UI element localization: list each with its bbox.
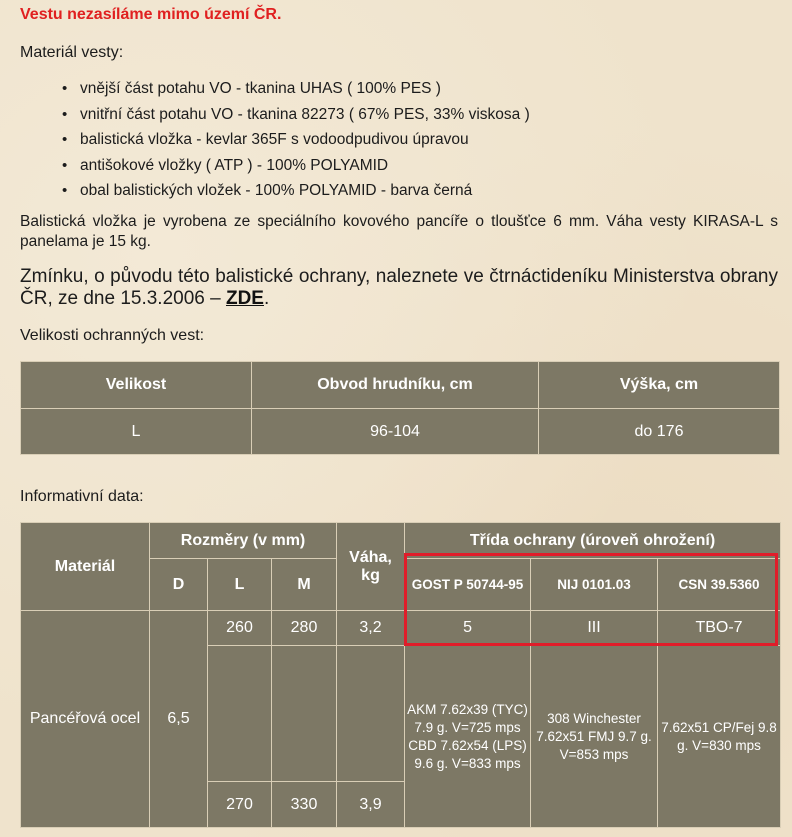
csn-threat-cell: 7.62x51 CP/Fej 9.8 g. V=830 mps [658,646,781,828]
csn-header: CSN 39.5360 [658,559,781,611]
thickness-cell: 6,5 [150,611,208,828]
zde-link[interactable]: ZDE [225,288,264,309]
chest-cell: 96-104 [252,409,539,455]
material-header: Materiál [21,523,150,611]
material-cell: Pancéřová ocel [21,611,150,828]
width-cell: 280 [272,611,337,646]
empty-cell [272,646,337,782]
origin-text: Zmínku, o původu této balistické ochrany, naleznete ve čtrnáctideníku Ministerstva obrany ČR, ze dne 15.3.2006 – [20,266,778,309]
ballistic-paragraph: Balistická vložka je vyrobena ze speciálního kovového pancíře o tloušťce 6 mm. Váha vesty KIRASA-L s panelama je 15 kg. [20,213,778,250]
sizes-heading: Velikosti ochranných vest: [20,327,205,344]
list-item: • obal balistických vložek - 100% POLYAMID - barva černá [62,178,530,204]
empty-cell [208,646,272,782]
width-cell: 330 [272,782,337,828]
dim-d-header: D [150,559,208,611]
materials-list [62,76,530,204]
chest-header: Obvod hrudníku, cm [252,362,539,409]
sizes-table [20,361,780,455]
dimensions-header: Rozměry (v mm) [150,523,337,559]
origin-paragraph: Zmínku, o původu této balistické ochrany, naleznete ve čtrnáctideníku Ministerstva obrany ČR, ze dne 15.3.2006 – ZDE. [20,266,778,309]
empty-cell [337,646,405,782]
gost-header: GOST P 50744-95 [405,559,531,611]
gost-threat-cell: AKM 7.62x39 (TYC) 7.9 g. V=725 mps CBD 7.62x54 (LPS) 9.6 g. V=833 mps [405,646,531,828]
highlight-frame [404,553,778,646]
list-item: • balistická vložka - kevlar 365F s vodoodpudivou úpravou [62,127,530,153]
weight-cell: 3,9 [337,782,405,828]
info-heading: Informativní data: [20,488,144,505]
nij-threat-cell: 308 Winchester 7.62x51 FMJ 9.7 g. V=853 mps [531,646,658,828]
shipping-notice: Vestu nezasíláme mimo území ČR. [20,6,282,23]
dim-m-header: M [272,559,337,611]
table-row [21,409,780,455]
size-header: Velikost [21,362,252,409]
size-cell: L [21,409,252,455]
gost-level-cell: 5 [405,611,531,646]
weight-header: Váha, kg [337,523,405,611]
list-item: • vnější část potahu VO - tkanina UHAS ( 100% PES ) [62,76,530,102]
nij-level-cell: III [531,611,658,646]
material-heading: Materiál vesty: [20,44,124,61]
nij-header: NIJ 0101.03 [531,559,658,611]
height-header: Výška, cm [539,362,780,409]
length-cell: 260 [208,611,272,646]
list-item: • vnitřní část potahu VO - tkanina 82273 ( 67% PES, 33% viskosa ) [62,102,530,128]
length-cell: 270 [208,782,272,828]
height-cell: do 176 [539,409,780,455]
dim-l-header: L [208,559,272,611]
csn-level-cell: TBO-7 [658,611,781,646]
weight-cell: 3,2 [337,611,405,646]
list-item: • antišokové vložky ( ATP ) - 100% POLYAMID [62,153,530,179]
protection-header: Třída ochrany (úroveň ohrožení) [405,523,781,559]
